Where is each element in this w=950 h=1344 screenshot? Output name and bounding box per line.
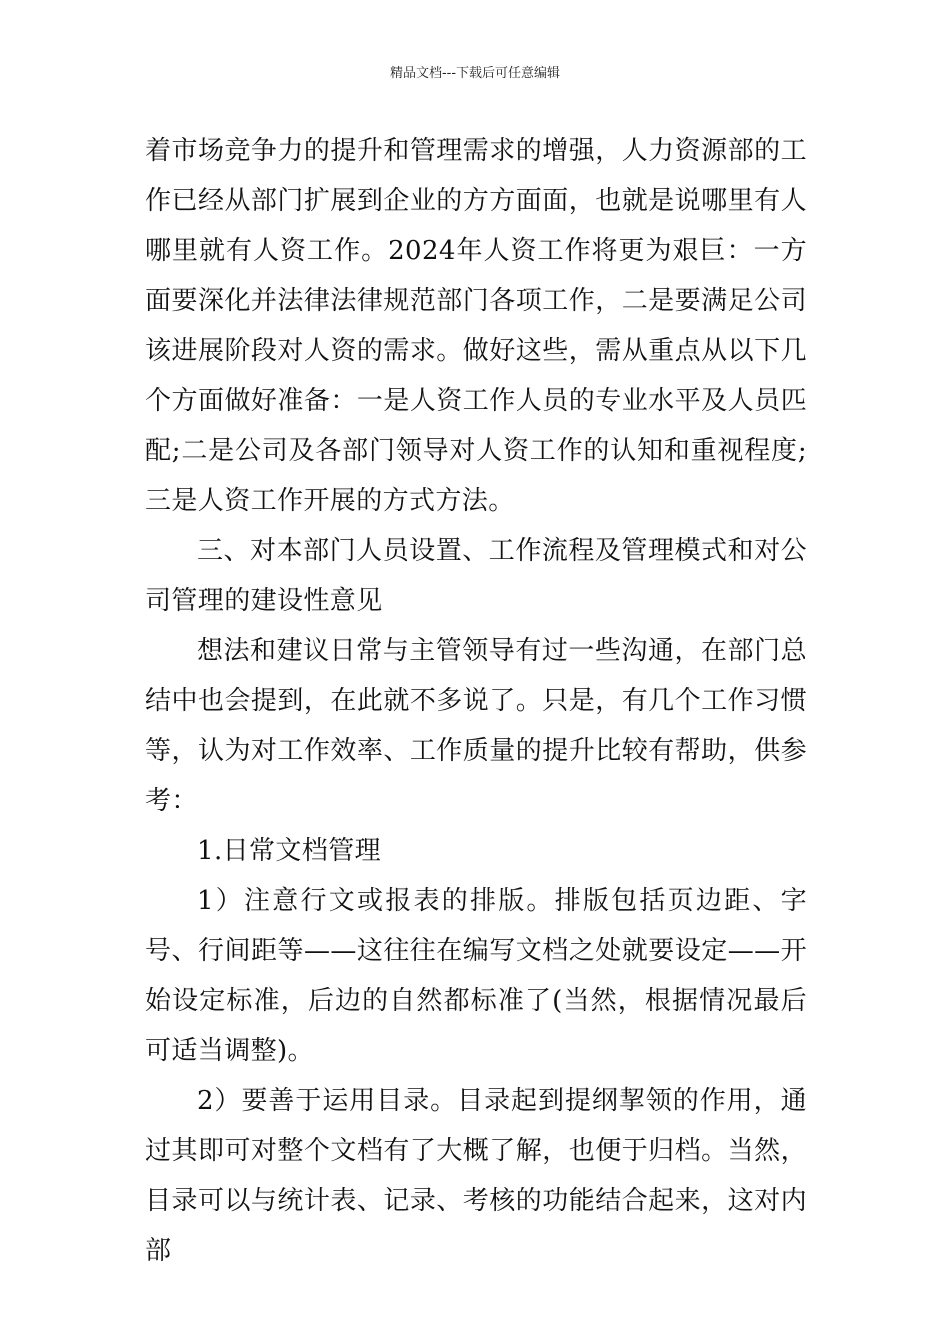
subsection-heading-1: 1.日常文档管理: [197, 836, 382, 866]
document-body: [145, 126, 807, 1276]
paragraph-1: 着市场竞争力的提升和管理需求的增强，人力资源部的工作已经从部门扩展到企业的方方面面，也就是说哪里有人哪里就有人资工作。2024年人资工作将更为艰巨：一方面要深化并法律法律规范部门各项工作，二是要满足公司该进展阶段对人资的需求。做好这些，需从重点从以下几个方面做好准备：一是人资工作人员的专业水平及人员匹配;二是公司及各部门领导对人资工作的认知和重视程度;三是人资工作开展的方式方法。: [145, 136, 807, 516]
paragraph-2: 想法和建议日常与主管领导有过一些沟通，在部门总结中也会提到，在此就不多说了。只是，有几个工作习惯等，认为对工作效率、工作质量的提升比较有帮助，供参考：: [145, 636, 807, 816]
page-header: 精品文档---下载后可任意编辑: [389, 66, 561, 81]
list-item-2: 2）要善于运用目录。目录起到提纲挈领的作用，通过其即可对整个文档有了大概了解，也便于归档。当然，目录可以与统计表、记录、考核的功能结合起来，这对内部: [145, 1086, 807, 1266]
list-item-1: 1）注意行文或报表的排版。排版包括页边距、字号、行间距等——这往往在编写文档之处就要设定——开始设定标准，后边的自然都标准了(当然，根据情况最后可适当调整)。: [145, 886, 807, 1066]
section-heading-3: 三、对本部门人员设置、工作流程及管理模式和对公司管理的建设性意见: [145, 536, 807, 616]
